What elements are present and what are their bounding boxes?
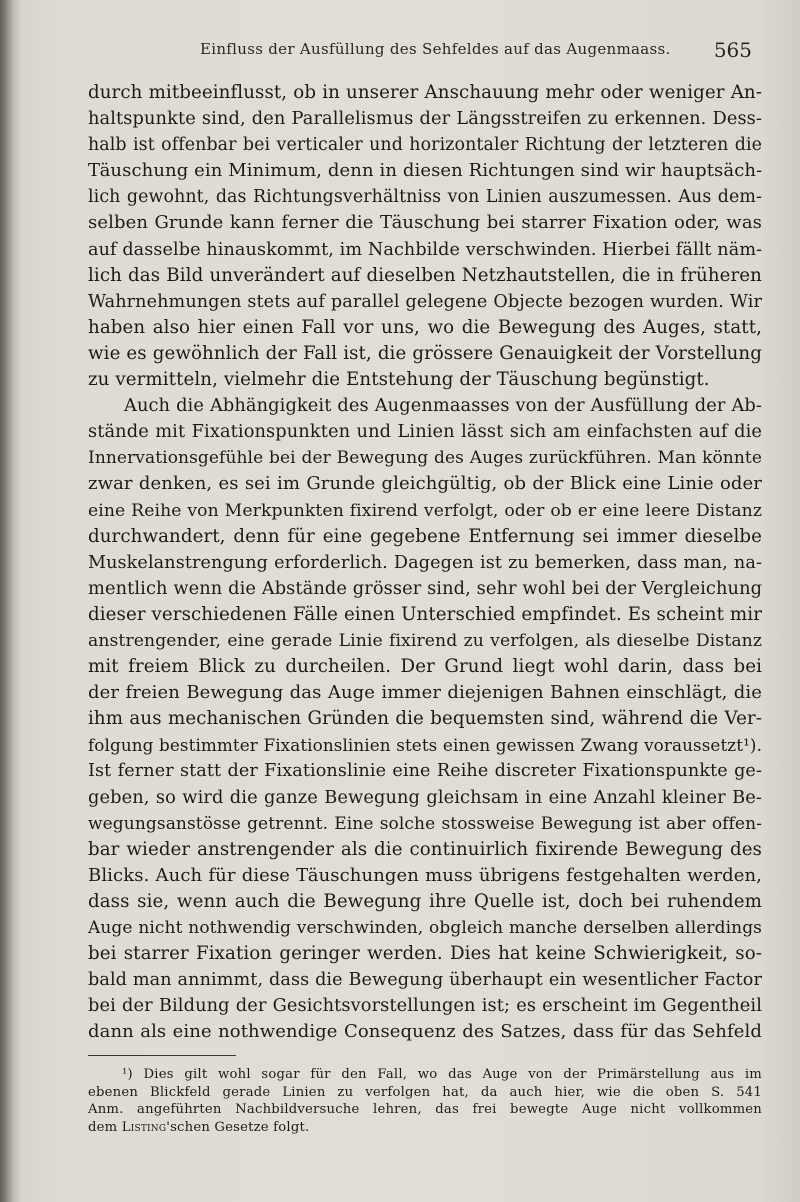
text-line: Innervationsgefühle bei der Bewegung des Auges zurückführen. Man könnte	[88, 448, 762, 469]
page-header	[88, 40, 758, 64]
text-line: bald man annimmt, dass die Bewegung überhaupt ein wesentlicher Factor	[88, 970, 762, 991]
text-line: bei starrer Fixation geringer werden. Dies hat keine Schwierigkeit, so-	[88, 943, 762, 965]
text-line: Wahrnehmungen stets auf parallel gelegene Objecte bezogen wurden. Wir	[88, 291, 762, 312]
text-line: halb ist offenbar bei verticaler und horizontaler Richtung der letzteren die	[88, 135, 762, 156]
text-line: durchwandert, denn für eine gegebene Entfernung sei immer dieselbe	[88, 525, 762, 547]
footnote-separator	[88, 1055, 236, 1056]
footnote-text: 'schen Gesetze folgt.	[166, 1119, 310, 1135]
text-line: haltspunkte sind, den Parallelismus der Längsstreifen zu erkennen. Dess-	[88, 108, 762, 130]
text-line: dieser verschiedenen Fälle einen Unterschied empfindet. Es scheint mir	[88, 603, 762, 625]
footnote-name: Listing	[121, 1119, 167, 1135]
footnote	[88, 1066, 762, 1136]
text-line: mit freiem Blick zu durcheilen. Der Grund liegt wohl darin, dass bei	[88, 656, 762, 678]
text-line: durch mitbeeinflusst, ob in unserer Anschauung mehr oder weniger An-	[88, 82, 762, 103]
text-line: folgung bestimmter Fixationslinien stets einen gewissen Zwang voraussetzt¹).	[88, 735, 762, 756]
text-line: wegungsanstösse getrennt. Eine solche stossweise Bewegung ist aber offen-	[88, 813, 762, 834]
text-line: Auch die Abhängigkeit des Augenmaasses von der Ausfüllung der Ab-	[124, 395, 762, 417]
text-line: stände mit Fixationspunkten und Linien lässt sich am einfachsten auf die	[88, 421, 762, 443]
text-line: Täuschung ein Minimum, denn in diesen Richtungen sind wir hauptsäch-	[88, 160, 763, 182]
text-line: Auge nicht nothwendig verschwinden, obgleich manche derselben allerdings	[88, 918, 762, 938]
footnote-text: dem	[88, 1119, 122, 1135]
running-title: Einfluss der Ausfüllung des Sehfeldes auf das Augenmaass.	[200, 40, 671, 58]
text-line: Muskelanstrengung erforderlich. Dagegen ist zu bemerken, dass man, na-	[88, 552, 762, 573]
text-line: dass sie, wenn auch die Bewegung ihre Quelle ist, doch bei ruhendem	[88, 890, 762, 912]
text-line: ihm aus mechanischen Gründen die bequemsten sind, während die Ver-	[88, 708, 762, 730]
footnote-line	[88, 1119, 762, 1137]
body-text	[88, 80, 762, 1045]
text-line: Ist ferner statt der Fixationslinie eine Reihe discreter Fixationspunkte ge-	[88, 761, 762, 782]
text-line: lich das Bild unverändert auf dieselben Netzhautstellen, die in früheren	[88, 264, 762, 286]
text-line: eine Reihe von Merkpunkten fixirend verfolgt, oder ob er eine leere Distanz	[88, 500, 762, 521]
text-line: mentlich wenn die Abstände grösser sind, sehr wohl bei der Vergleichung	[88, 577, 763, 599]
text-line: bar wieder anstrengender als die continuirlich fixirende Bewegung des	[88, 838, 762, 860]
text-line: wie es gewöhnlich der Fall ist, die grössere Genauigkeit der Vorstellung	[88, 342, 762, 364]
footnote-line: ebenen Blickfeld gerade Linien zu verfolgen hat, da auch hier, wie die oben S. 541	[88, 1084, 762, 1100]
footnote-line: ¹) Dies gilt wohl sogar für den Fall, wo das Auge von der Primärstellung aus im	[122, 1067, 762, 1082]
text-line: Blicks. Auch für diese Täuschungen muss übrigens festgehalten werden,	[88, 864, 762, 886]
text-line: auf dasselbe hinauskommt, im Nachbilde verschwinden. Hierbei fällt näm-	[88, 239, 763, 260]
page-number: 565	[713, 38, 752, 62]
text-line: selben Grunde kann ferner die Täuschung bei starrer Fixation oder, was	[88, 212, 762, 234]
text-line: geben, so wird die ganze Bewegung gleichsam in eine Anzahl kleiner Be-	[88, 786, 762, 808]
text-line: bei der Bildung der Gesichtsvorstellungen ist; es erscheint im Gegentheil	[88, 995, 762, 1017]
text-line: anstrengender, eine gerade Linie fixirend zu verfolgen, als dieselbe Distanz	[88, 630, 762, 651]
text-line: zwar denken, es sei im Grunde gleichgültig, ob der Blick eine Linie oder	[88, 473, 762, 495]
text-line: zu vermitteln, vielmehr die Entstehung der Täuschung begünstigt.	[88, 369, 710, 391]
footnote-line: Anm. angeführten Nachbildversuche lehren, das frei bewegte Auge nicht vollkommen	[88, 1102, 762, 1117]
text-line: der freien Bewegung das Auge immer diejenigen Bahnen einschlägt, die	[88, 682, 762, 704]
text-line: lich gewohnt, das Richtungsverhältniss von Linien auszumessen. Aus dem-	[88, 187, 762, 208]
text-line: dann als eine nothwendige Consequenz des Satzes, dass für das Sehfeld	[88, 1021, 762, 1043]
text-line: haben also hier einen Fall vor uns, wo die Bewegung des Auges, statt,	[88, 316, 762, 338]
